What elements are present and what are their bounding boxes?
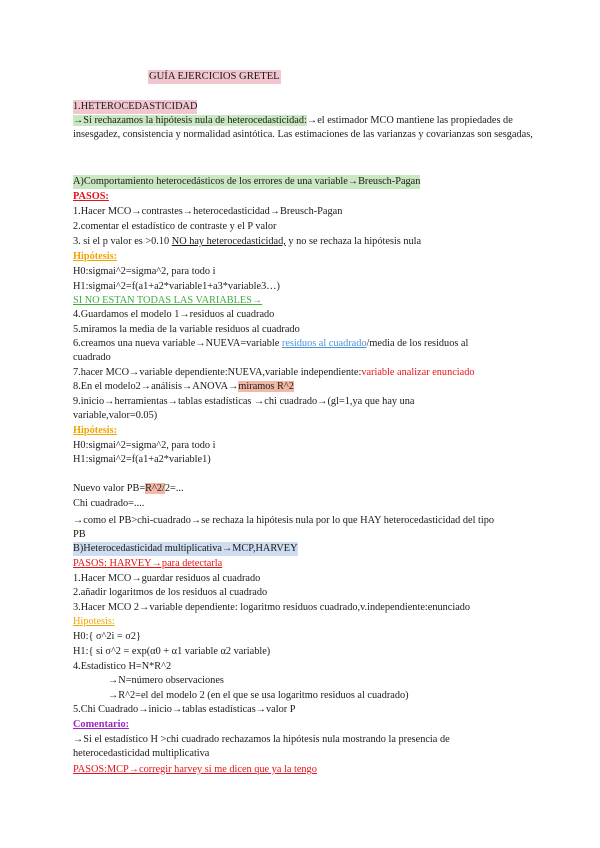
step-6-cont: cuadrado — [73, 352, 111, 363]
part-a-heading: A)Comportamiento heterocedásticos de los errores de una variable→Breusch-Pagan — [73, 176, 421, 187]
section-intro — [73, 114, 533, 142]
n-definition: →N=número observaciones — [108, 675, 224, 686]
nuevo-pre: Nuevo valor PB= — [73, 483, 146, 494]
h1-b: H1:sigmai^2=f(a1+a2*variable1) — [73, 454, 211, 465]
final-pasos: PASOS:MCP→corregir harvey si me dicen que ya la tengo — [73, 764, 317, 775]
step-6 — [73, 337, 468, 351]
step-3-pre: 3. si el p valor es >0.10 — [73, 236, 172, 247]
step-9-cont: variable,valor=0.05) — [73, 410, 158, 421]
conclusion-cont: PB — [73, 529, 86, 540]
comment-text: →Si el estadístico H >chi cuadrado rechazamos la hipótesis nula mostrando la presencia de — [73, 734, 450, 745]
step-2: 2.comentar el estadístico de contraste y el P valor — [73, 221, 277, 232]
step-8 — [73, 380, 294, 394]
intro-rest: →el estimador MCO mantiene las propiedades de insesgadez, consistencia y normalidad asintótica. Las estimaciones de las varianzas y covarianzas son sesgadas, — [73, 115, 533, 140]
conclusion: →como el PB>chi-cuadrado→se rechaza la hipótesis nula por lo que HAY heterocedasticidad del tipo — [73, 515, 495, 526]
step-6-post: /media de los residuos al — [366, 338, 469, 349]
nuevo-highlight: R^2/ — [145, 483, 165, 494]
not-all-variables: SI NO ESTAN TODAS LAS VARIABLES→ — [73, 295, 263, 306]
b-step-4: 4.Estadistico H=N*R^2 — [73, 661, 172, 672]
part-b-heading: B)Heterocedasticidad multiplicativa→MCP,HARVEY — [73, 543, 298, 554]
step-1: 1.Hacer MCO→contrastes→heterocedasticidad→Breusch-Pagan — [73, 206, 343, 217]
step-3-underlined: NO hay heterocedasticidad, — [171, 236, 286, 247]
pasos-harvey: PASOS: HARVEY→para detectarla — [73, 558, 223, 569]
h0: H0:sigmai^2=sigma^2, para todo i — [73, 266, 216, 277]
b-step-3: 3.Hacer MCO 2→variable dependiente: logaritmo residuos cuadrado,v.independiente:enunciado — [73, 602, 471, 613]
step-6-pre: 6.creamos una nueva variable→NUEVA=variable — [73, 338, 282, 349]
step-8-pre: 8.En el modelo2→análisis→ANOVA→ — [73, 381, 239, 392]
step-9: 9.inicio→herramientas→tablas estadísticas →chi cuadrado→(gl=1,ya que hay una — [73, 396, 415, 407]
step-3-post: y no se rechaza la hipótesis nula — [285, 236, 422, 247]
h1: H1:sigmai^2=f(a1+a2*variable1+a3*variable3…) — [73, 281, 280, 292]
document-title: GUÍA EJERCICIOS GRETEL — [149, 71, 280, 82]
b-step-2: 2.añadir logaritmos de los residuos al cuadrado — [73, 587, 268, 598]
h0-b: H0:sigmai^2=sigma^2, para todo i — [73, 440, 216, 451]
step-7-pre: 7.hacer MCO→variable dependiente:NUEVA,variable independiente: — [73, 367, 362, 378]
step-7-red: variable analizar enunciado — [361, 367, 475, 378]
section-heading: 1.HETEROCEDASTICIDAD — [73, 101, 198, 112]
b-h1: H1:{ si σ^2 = exp(α0 + α1 variable α2 variable) — [73, 646, 271, 657]
nuevo-valor — [73, 482, 184, 496]
r-definition: →R^2=el del modelo 2 (en el que se usa logaritmo residuos al cuadrado) — [108, 690, 409, 701]
comment-cont: heterocedasticidad multiplicativa — [73, 748, 210, 759]
b-hypothesis-label: Hipotesis: — [73, 616, 115, 627]
pasos-label: PASOS: — [73, 191, 109, 202]
step-3 — [73, 235, 421, 249]
hypothesis-label: Hipótesis: — [73, 251, 118, 262]
step-4: 4.Guardamos el modelo 1→residuos al cuadrado — [73, 309, 275, 320]
step-6-link[interactable]: residuos al cuadrado — [281, 338, 367, 349]
chi-cuadrado: Chi cuadrado=.... — [73, 498, 145, 509]
b-step-5: 5.Chi Cuadrado→inicio→tablas estadísticas→valor P — [73, 704, 296, 715]
nuevo-post: 2=... — [164, 483, 184, 494]
comentario-label: Comentario: — [73, 719, 130, 730]
hypothesis-label-2: Hipótesis: — [73, 425, 118, 436]
step-8-highlight: miramos R^2 — [238, 381, 294, 392]
b-step-1: 1.Hacer MCO→guardar residuos al cuadrado — [73, 573, 261, 584]
step-7 — [73, 366, 475, 380]
intro-highlight: →Si rechazamos la hipótesis nula de heterocedasticidad: — [73, 115, 307, 126]
b-h0: H0:{ σ^2i = σ2} — [73, 631, 141, 642]
step-5: 5.miramos la media de la variable residuos al cuadrado — [73, 324, 300, 335]
